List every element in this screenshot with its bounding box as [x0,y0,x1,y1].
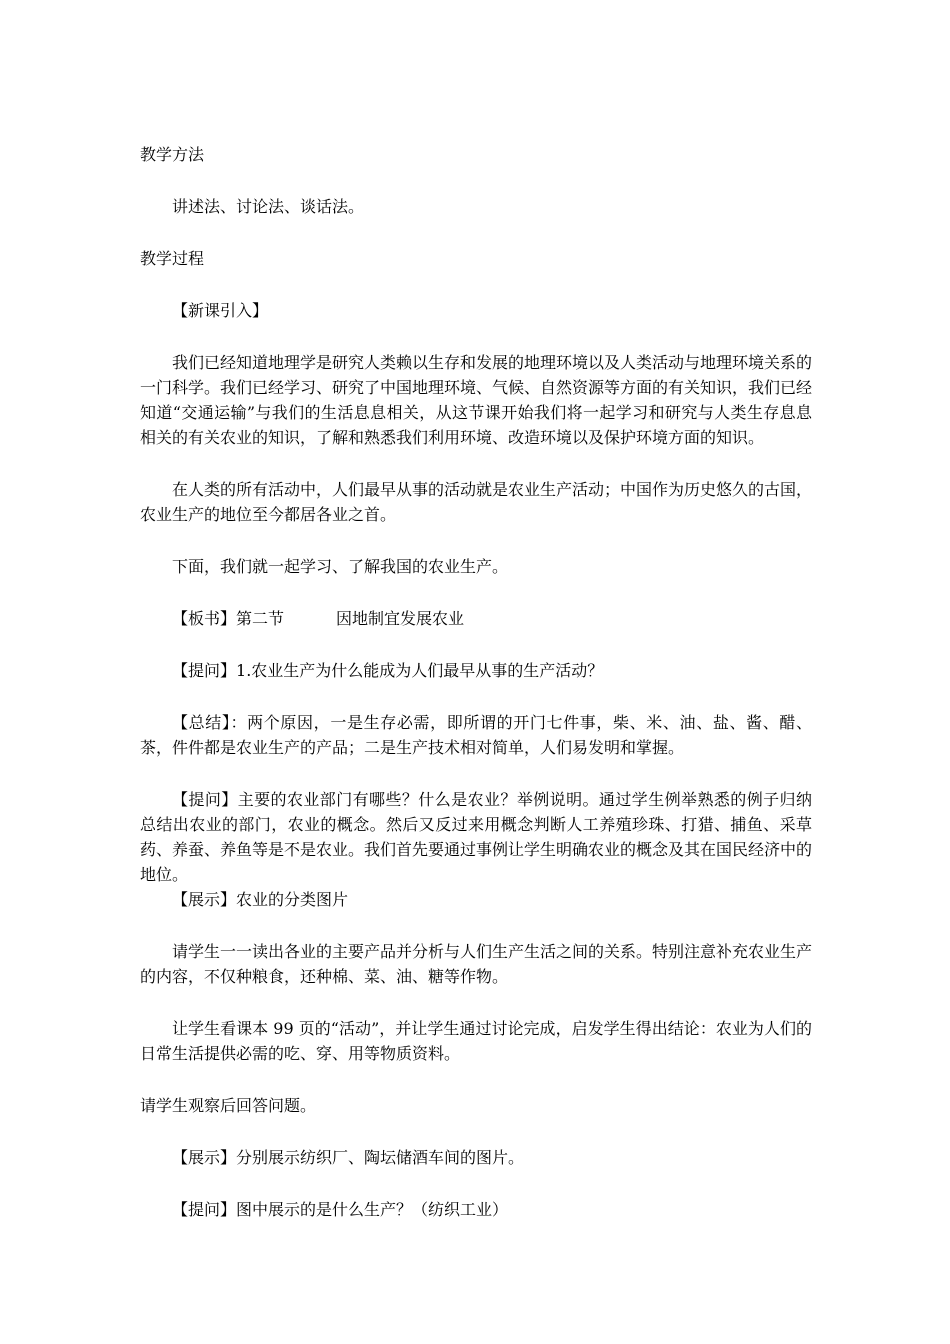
activity-paragraph: 让学生看课本 99 页的“活动”，并让学生通过讨论完成，启发学生得出结论：农业为人们的日常生活提供必需的吃、穿、用等物质资料。 [140,1019,812,1063]
observe-paragraph: 请学生观察后回答问题。 [140,1096,317,1115]
products-paragraph: 请学生一一读出各业的主要产品并分析与人们生产生活之间的关系。特别注意补充农业生产的内容，不仅种粮食，还种棉、菜、油、糖等作物。 [140,942,813,986]
question-2-text: 主要的农业部门有哪些？什么是农业？举例说明。通过学生例举熟悉的例子归纳总结出农业的部门，农业的概念。然后又反过来用概念判断人工养殖珍珠、打猎、捕鱼、采草药、养蚕、养鱼等是不是农业。我们首先要通过事例让学生明确农业的概念及其在国民经济中的地位。 [140,790,813,884]
show-2-tag: 【展示】 [172,1148,237,1167]
show-1-tag: 【展示】 [172,890,237,909]
question-2-tag: 【提问】 [172,790,238,809]
document-body [140,142,812,1249]
intro-tag: 【新课引入】 [172,301,269,320]
question-1-text: 1.农业生产为什么能成为人们最早从事的生产活动？ [236,661,604,680]
board-section: 第二节 [236,609,285,628]
question-3 [140,1197,812,1222]
summary [140,710,812,760]
board-tag: 【板书】 [172,609,237,628]
process-heading: 教学过程 [140,249,205,268]
show-1-text: 农业的分类图片 [236,890,349,909]
question-1 [140,658,812,683]
intro-paragraph: 我们已经知道地理学是研究人类赖以生存和发展的地理环境以及人类活动与地理环境关系的一门科学。我们已经学习、研究了中国地理环境、气候、自然资源等方面的有关知识，我们已经知道“交通运输”与我们的生活息息相关，从这节课开始我们将一起学习和研究与人类生存息息相关的有关农业的知识，了解和熟悉我们利用环境、改造环境以及保护环境方面的知识。 [140,353,813,447]
question-1-tag: 【提问】 [172,661,237,680]
transition-paragraph: 下面，我们就一起学习、了解我国的农业生产。 [172,557,509,576]
show-2 [140,1145,812,1170]
question-2 [140,787,812,887]
summary-tag: 【总结】 [172,713,231,732]
summary-text: ：两个原因，一是生存必需，即所谓的开门七件事，柴、米、油、盐、酱、醋、茶，件件都是农业生产的产品；二是生产技术相对简单，人们易发明和掌握。 [140,713,812,757]
question-3-tag: 【提问】 [172,1200,237,1219]
board-line [140,606,812,631]
agriculture-history-paragraph: 在人类的所有活动中，人们最早从事的活动就是农业生产活动；中国作为历史悠久的古国，农业生产的地位至今都居各业之首。 [140,480,813,524]
question-3-text: 图中展示的是什么生产？（纺织工业） [236,1200,509,1219]
method-heading: 教学方法 [140,145,205,164]
show-1 [140,887,812,912]
method-text: 讲述法、讨论法、谈话法。 [172,197,365,216]
board-title: 因地制宜发展农业 [336,609,465,628]
show-2-text: 分别展示纺织厂、陶坛储酒车间的图片。 [236,1148,525,1167]
